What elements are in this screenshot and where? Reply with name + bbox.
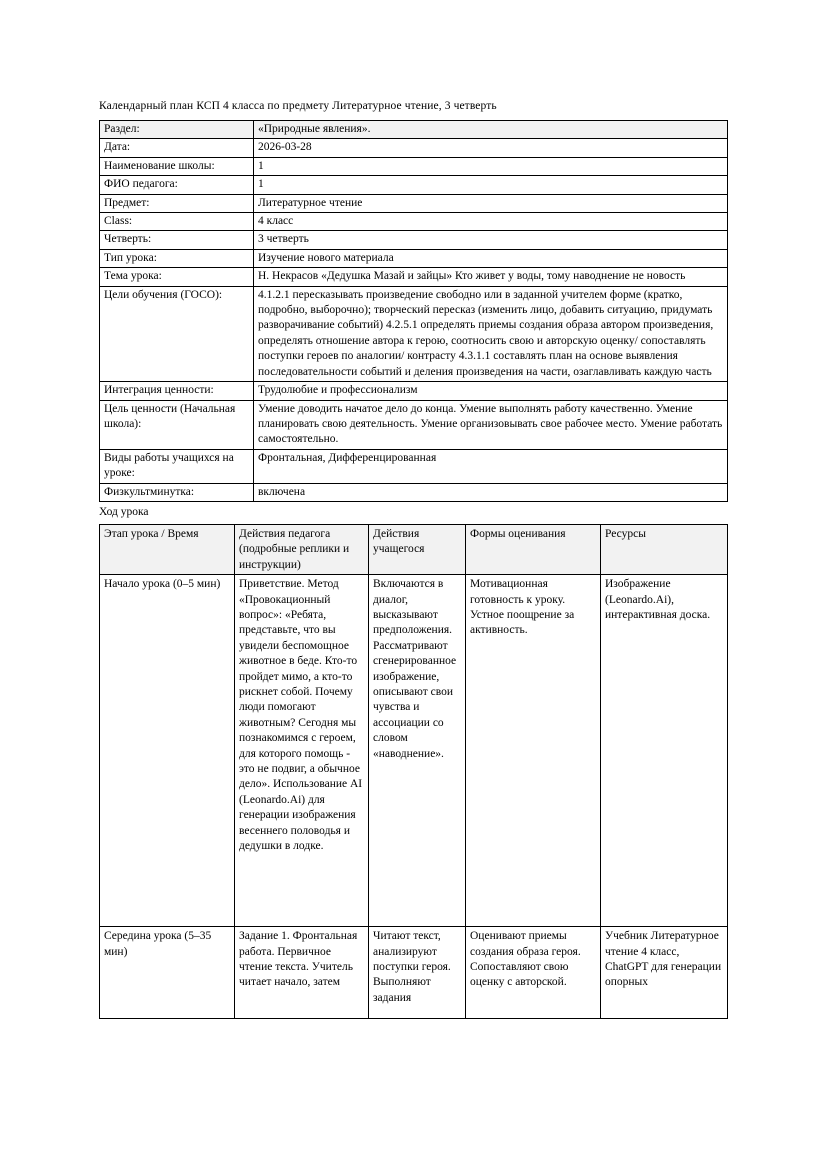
info-label: Четверть: <box>100 231 254 249</box>
info-label: Тип урока: <box>100 249 254 267</box>
lesson-flow-head <box>100 524 728 574</box>
table-row <box>100 121 728 139</box>
cell-teacher-actions: Приветствие. Метод «Провокационный вопрос»: «Ребята, представьте, что вы увидели беспомощное животное в беде. Кто-то пройдет мимо, а кто-то рискнет собой. Почему люди помогают животным? Сегодня мы познакомимся с героем, для которого помощь - это не подвиг, а обычное дело». Использование AI (Leonardo.Ai) для генерации изображения весеннего половодья и дедушки в лодке. <box>235 575 369 927</box>
info-value: Фронтальная, Дифференцированная <box>254 449 728 483</box>
cell-resources: Учебник Литературное чтение 4 класс, ChatGPT для генерации опорных <box>601 927 728 1019</box>
table-row <box>100 157 728 175</box>
info-value: 3 четверть <box>254 231 728 249</box>
info-label: Дата: <box>100 139 254 157</box>
info-value: Умение доводить начатое дело до конца. Умение выполнять работу качественно. Умение планировать свою деятельность. Умение организовывать свое рабочее место. Умение работать самостоятельно. <box>254 400 728 449</box>
info-value: Трудолюбие и профессионализм <box>254 382 728 400</box>
column-header-student-actions: Действия учащегося <box>369 524 466 574</box>
info-label: Цели обучения (ГОСО): <box>100 286 254 381</box>
lesson-flow-body <box>100 575 728 1019</box>
column-header-teacher-actions: Действия педагога (подробные реплики и инструкции) <box>235 524 369 574</box>
cell-teacher-actions: Задание 1. Фронтальная работа. Первичное чтение текста. Учитель читает начало, затем <box>235 927 369 1019</box>
info-label: Тема урока: <box>100 268 254 286</box>
table-row <box>100 139 728 157</box>
table-row <box>100 927 728 1019</box>
table-row <box>100 176 728 194</box>
section-heading-lesson-flow: Ход урока <box>99 505 149 518</box>
cell-resources: Изображение (Leonardo.Ai), интерактивная доска. <box>601 575 728 927</box>
info-label: Цель ценности (Начальная школа): <box>100 400 254 449</box>
column-header-assessment: Формы оценивания <box>466 524 601 574</box>
table-row <box>100 213 728 231</box>
lesson-info-body <box>100 121 728 502</box>
info-value: 1 <box>254 176 728 194</box>
table-header-row <box>100 524 728 574</box>
table-row <box>100 231 728 249</box>
info-value: 4.1.2.1 пересказывать произведение свободно или в заданной учителем форме (кратко, подробно, выборочно); творческий пересказ (изменить лицо, добавить ситуацию, придумать разворачивание событий) 4.2.5.1 определять приемы создания образа автором произведения, определять отношение автора к герою, соотносить свою и авторскую оценку/ сопоставлять поступки героев по аналогии/ контрасту 4.3.1.1 составлять план на основе выявления последовательности событий и деления произведения на части, озаглавливать каждую часть <box>254 286 728 381</box>
cell-assessment: Мотивационная готовность к уроку. Устное поощрение за активность. <box>466 575 601 927</box>
info-value: Литературное чтение <box>254 194 728 212</box>
info-label: Наименование школы: <box>100 157 254 175</box>
table-row <box>100 575 728 927</box>
info-value: 4 класс <box>254 213 728 231</box>
cell-student-actions: Читают текст, анализируют поступки героя. Выполняют задания <box>369 927 466 1019</box>
info-value: 2026-03-28 <box>254 139 728 157</box>
info-label: ФИО педагога: <box>100 176 254 194</box>
lesson-flow-table <box>99 524 728 1019</box>
info-label: Виды работы учащихся на уроке: <box>100 449 254 483</box>
table-row <box>100 249 728 267</box>
page-title: Календарный план КСП 4 класса по предмету Литературное чтение, 3 четверть <box>99 100 497 112</box>
column-header-resources: Ресурсы <box>601 524 728 574</box>
info-value: «Природные явления». <box>254 121 728 139</box>
info-value: включена <box>254 483 728 501</box>
table-row <box>100 268 728 286</box>
table-row <box>100 483 728 501</box>
info-label: Физкультминутка: <box>100 483 254 501</box>
info-label: Class: <box>100 213 254 231</box>
lesson-info-table <box>99 120 728 502</box>
table-row <box>100 400 728 449</box>
table-row <box>100 194 728 212</box>
info-label: Интеграция ценности: <box>100 382 254 400</box>
table-row <box>100 449 728 483</box>
info-label: Раздел: <box>100 121 254 139</box>
cell-stage: Начало урока (0–5 мин) <box>100 575 235 927</box>
info-value: Н. Некрасов «Дедушка Мазай и зайцы» Кто живет у воды, тому наводнение не новость <box>254 268 728 286</box>
info-label: Предмет: <box>100 194 254 212</box>
table-row <box>100 382 728 400</box>
cell-stage: Середина урока (5–35 мин) <box>100 927 235 1019</box>
info-value: Изучение нового материала <box>254 249 728 267</box>
table-row <box>100 286 728 381</box>
cell-assessment: Оценивают приемы создания образа героя. Сопоставляют свою оценку с авторской. <box>466 927 601 1019</box>
cell-student-actions: Включаются в диалог, высказывают предположения. Рассматривают сгенерированное изображение, описывают свои чувства и ассоциации со словом «наводнение». <box>369 575 466 927</box>
info-value: 1 <box>254 157 728 175</box>
document-content <box>99 99 727 1019</box>
column-header-stage: Этап урока / Время <box>100 524 235 574</box>
